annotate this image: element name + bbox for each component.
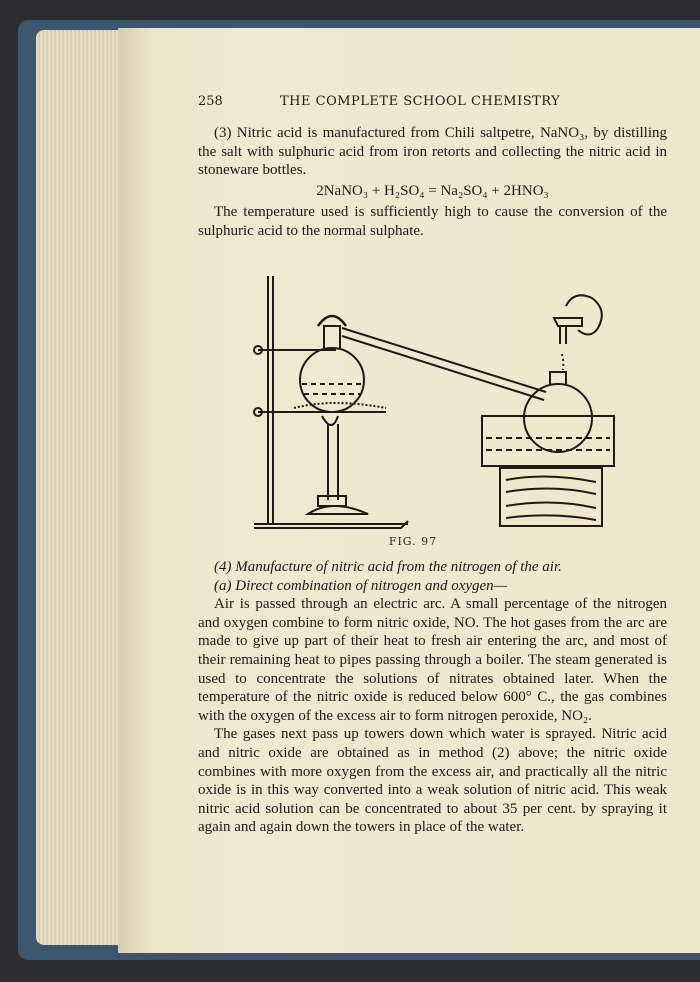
section-4-text (198, 558, 667, 837)
chemical-equation: 2NaNO₃ + H₂SO₄ = Na₂SO₄ + 2HNO₃ (316, 182, 549, 199)
page-edges (36, 30, 126, 945)
apparatus-illustration (236, 266, 626, 536)
section-3-text (198, 124, 667, 241)
section-3-paragraph-1: (3) Nitric acid is manufactured from Chili saltpetre, NaNO₃, by distilling the salt with sulphuric acid from iron retorts and collecting the nitric acid in stoneware bottles. (198, 125, 667, 179)
section-4-subheading: (a) Direct combination of nitrogen and oxygen— (214, 577, 507, 594)
book-page (118, 28, 700, 953)
page-number: 258 (198, 94, 223, 109)
figure-caption: FIG. 97 (388, 535, 438, 548)
section-4-heading: (4) Manufacture of nitric acid from the nitrogen of the air. (214, 559, 562, 575)
section-4-paragraph-2: The gases next pass up towers down which water is sprayed. Nitric acid and nitric oxide are obtained as in method (2) above; the nitric oxide combines with more oxygen from the excess air, and practically all the nitric oxide is in this way converted into a weak solution of nitric acid. This weak nitric acid solution can be concentrated to about 35 per cent. by spraying it again and again down the towers in place of the water. (198, 726, 667, 836)
section-4-paragraph-1: Air is passed through an electric arc. A small percentage of the nitrogen and oxygen combine to form nitric oxide, NO. The hot gases from the arc are made to give up part of their heat to fresh air entering the arc, and most of their remaining heat to pipes passing through a boiler. The steam generated is used to concentrate the solutions of nitrates obtained later. When the temperature of the nitric oxide is reduced below 600° C., the gas combines with the oxygen of the excess air to form nitrogen peroxide, NO₂. (198, 596, 667, 724)
section-3-paragraph-2: The temperature used is sufficiently high to cause the conversion of the sulphuric acid to the normal sulphate. (198, 204, 667, 239)
page-header (118, 94, 700, 114)
running-title: THE COMPLETE SCHOOL CHEMISTRY (280, 94, 561, 109)
